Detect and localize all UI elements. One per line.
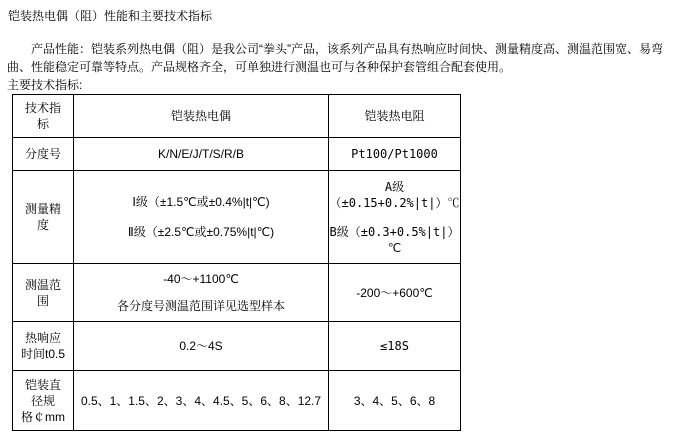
cell-temp-range-thermocouple — [74, 264, 329, 322]
cell-diameter-thermocouple — [74, 371, 329, 431]
text-line: 时间t0.5 — [20, 347, 66, 361]
text-line: 格￠mm — [21, 409, 65, 424]
text-line: 各分度号测温范围详见选型样本 — [116, 299, 285, 313]
header-cell-rtd — [329, 95, 461, 138]
section-label: 主要技术指标: — [7, 78, 83, 92]
cell-accuracy-rtd — [329, 171, 461, 264]
text-line: 0.2～4S — [179, 339, 223, 353]
text-line: A级 — [384, 179, 405, 194]
cell-temp-range-label — [13, 264, 74, 322]
table-row-accuracy — [13, 171, 461, 264]
cell-graduation-rtd — [329, 138, 461, 171]
text-line: 围 — [36, 293, 49, 308]
header-cell-indicator — [13, 95, 74, 138]
cell-diameter-label — [13, 371, 74, 431]
text-line: 铠装直 — [24, 377, 61, 392]
description-line: 产品性能：铠装系列热电偶（阻）是我公司“拳头”产品，该系列产品具有热响应时间快、测量精度高、测温范围宽、易弯 — [7, 42, 663, 56]
product-description — [7, 40, 690, 94]
text-line: 测量精 — [24, 202, 61, 216]
text-line: Ⅰ级（±1.5℃或±0.4%|t|℃) — [132, 195, 270, 209]
cell-response-time-thermocouple — [74, 322, 329, 371]
cell-accuracy-thermocouple — [74, 171, 329, 264]
text-line: 铠装热电偶 — [170, 109, 231, 123]
table-row-graduation — [13, 138, 461, 171]
cell-temp-range-rtd — [329, 264, 461, 322]
table-row-temp-range — [13, 264, 461, 322]
text-line: 0.5、1、1.5、2、3、4、4.5、5、6、8、12.7 — [80, 393, 322, 408]
text-line: 径规 — [30, 393, 55, 408]
cell-graduation-label — [13, 138, 74, 171]
table-row-header — [13, 95, 461, 138]
table-row-diameter — [13, 371, 461, 431]
cell-diameter-rtd — [329, 371, 461, 431]
text-line: 标 — [36, 117, 49, 131]
description-line: 曲、性能稳定可靠等特点。产品规格齐全，可单独进行测温也可与各种保护套管组合配套使用。 — [7, 60, 512, 74]
text-line: 铠装热电阻 — [364, 109, 425, 123]
text-line: -200～+600℃ — [356, 285, 433, 300]
text-line: ℃ — [387, 240, 402, 255]
text-line: 分度号 — [24, 147, 61, 161]
header-cell-thermocouple — [74, 95, 329, 138]
cell-response-time-rtd — [329, 322, 461, 371]
text-line: 技术指 — [24, 101, 61, 115]
text-line: Pt100/Pt1000 — [351, 147, 438, 161]
text-line: 3、4、5、6、8 — [353, 393, 436, 408]
cell-accuracy-label — [13, 171, 74, 264]
cell-graduation-thermocouple — [74, 138, 329, 171]
text-line: -40～+1100℃ — [163, 272, 239, 286]
text-line: B级（±0.3+0.5%|t|） — [329, 224, 460, 239]
spec-table — [12, 94, 461, 431]
text-line: Ⅱ级（±2.5℃或±0.75%|t|℃) — [127, 225, 275, 239]
cell-response-time-label — [13, 322, 74, 371]
text-line: K/N/E/J/T/S/R/B — [157, 147, 244, 161]
text-line: 热响应 — [24, 331, 61, 345]
text-line: 测温范 — [24, 277, 61, 292]
text-line: （±0.15+0.2%|t|）℃ — [329, 195, 460, 210]
text-line: 度 — [36, 218, 49, 232]
table-row-response-time — [13, 322, 461, 371]
page-title: 铠装热电偶（阻）性能和主要技术指标 — [8, 9, 213, 23]
text-line: ≤18S — [380, 339, 409, 353]
